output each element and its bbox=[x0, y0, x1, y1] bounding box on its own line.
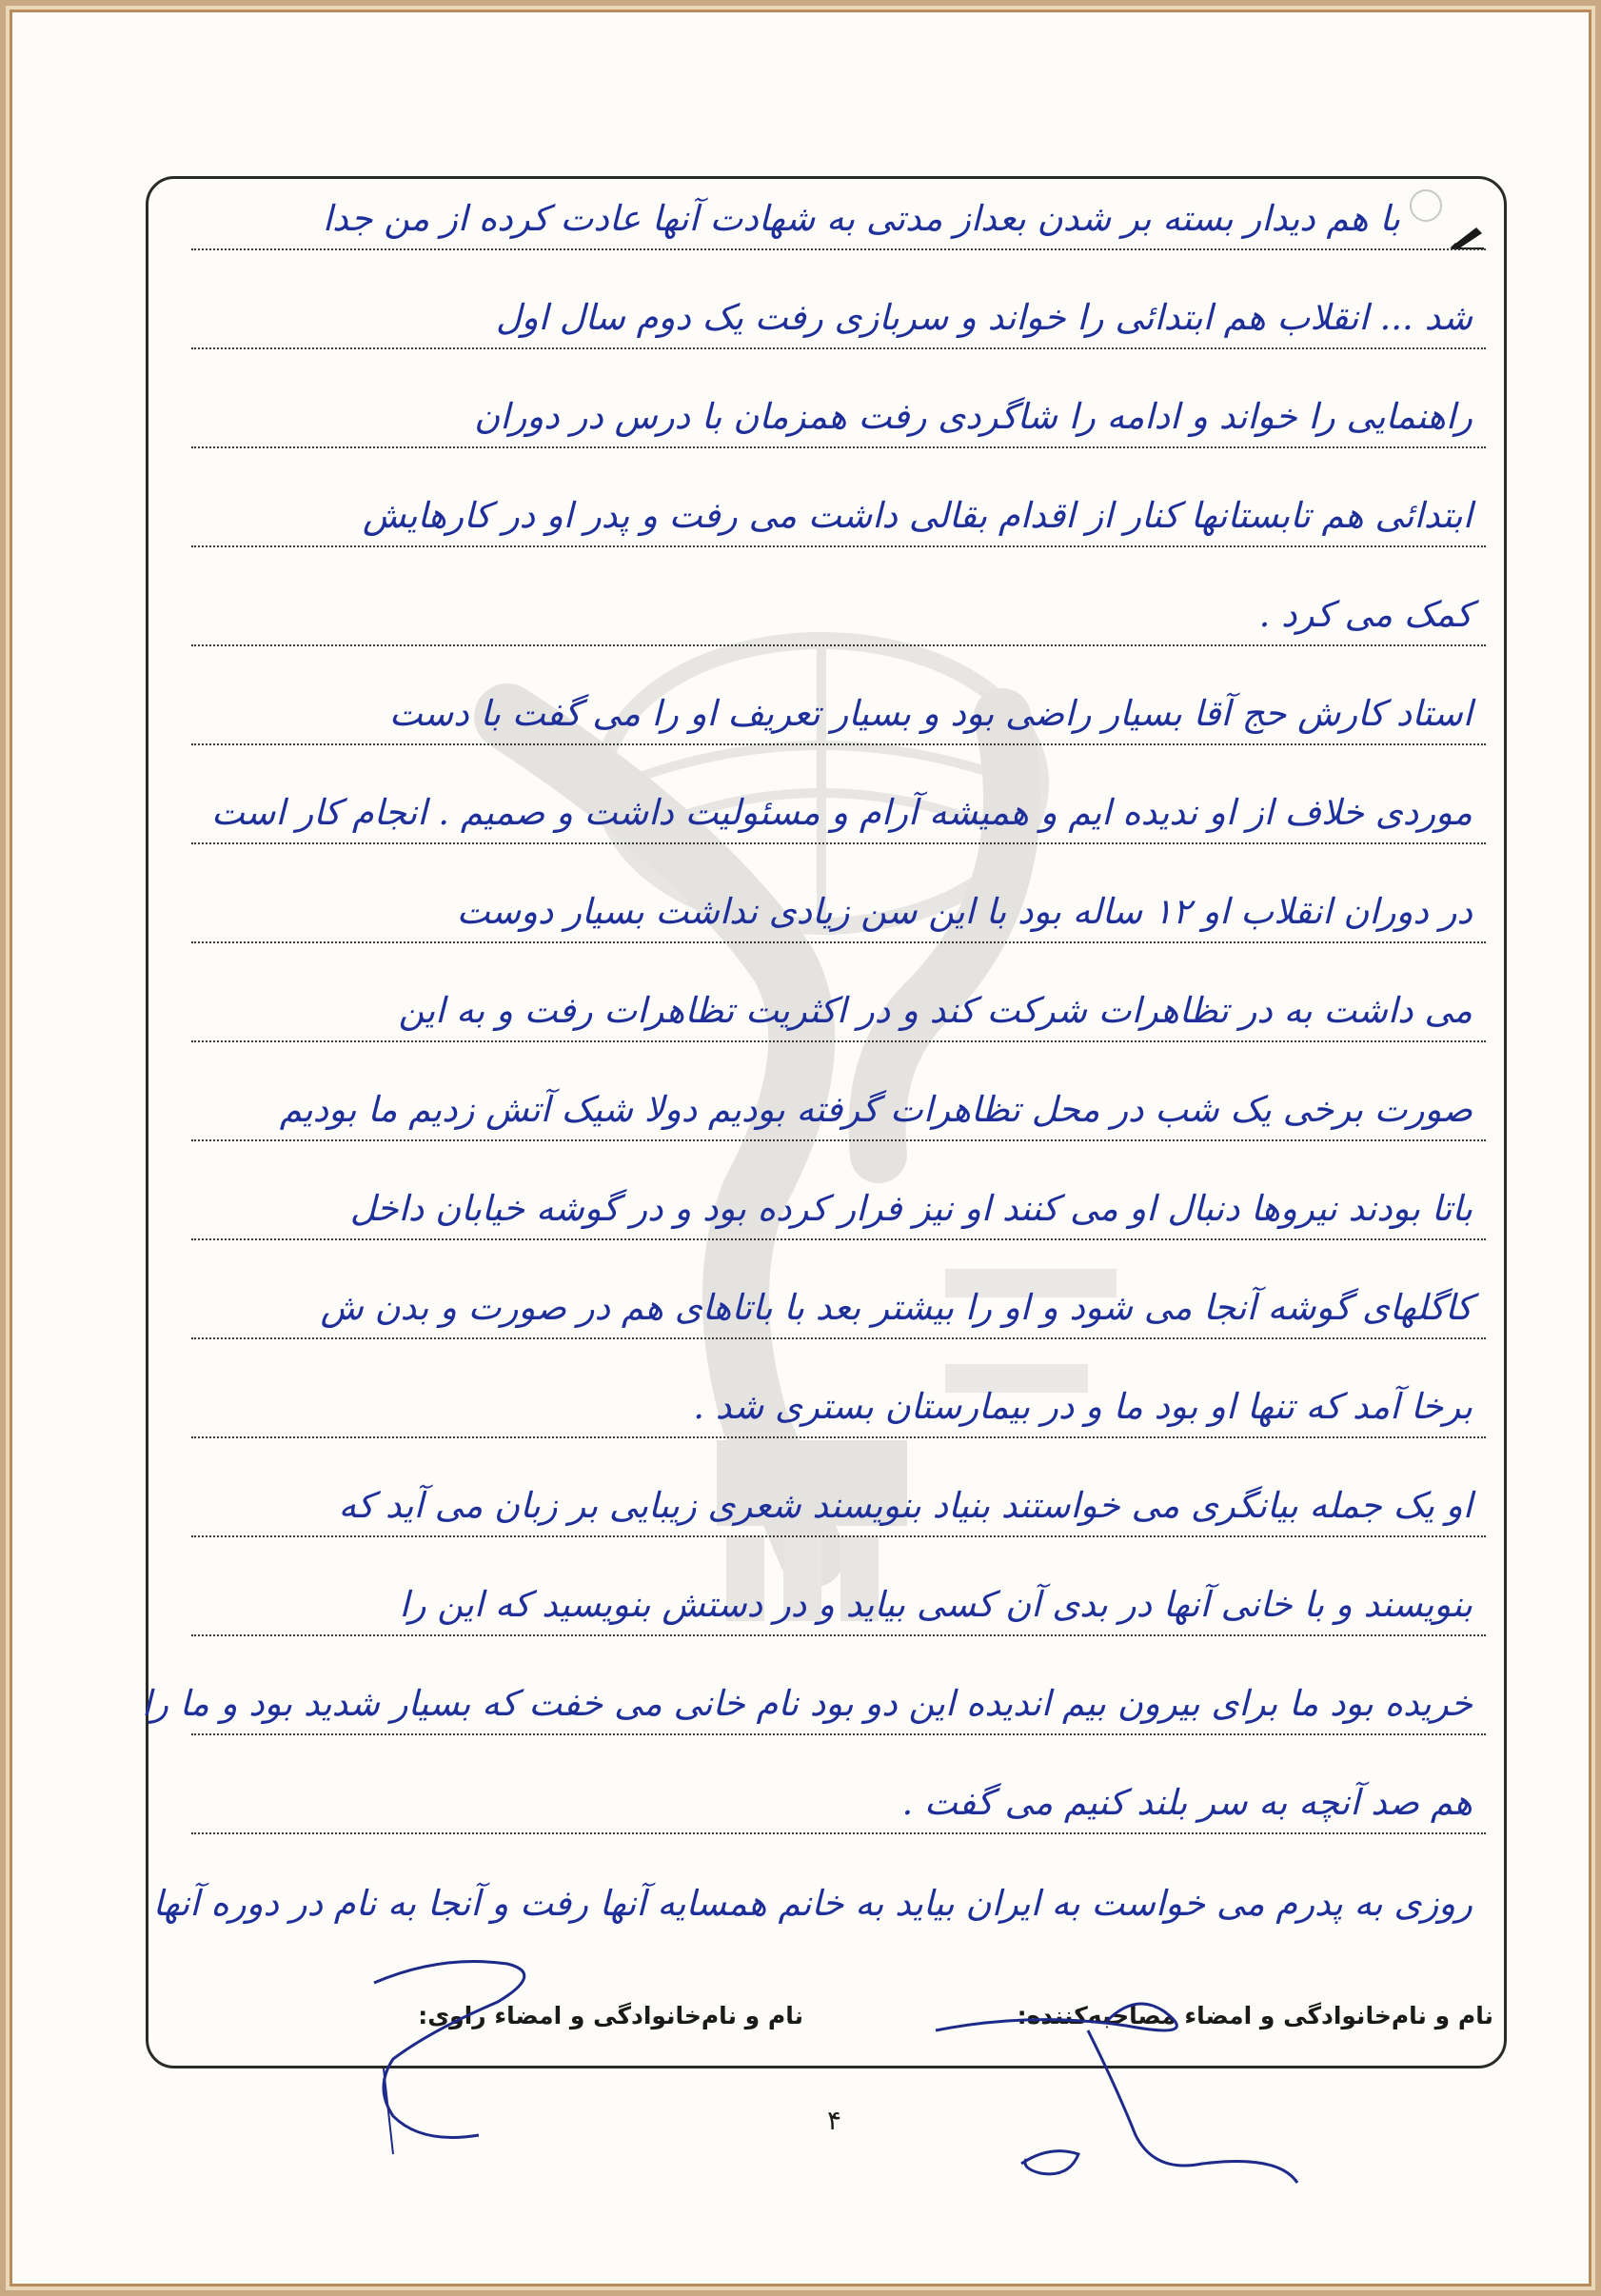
text-line bbox=[152, 1857, 1486, 1933]
text-line bbox=[191, 1065, 1486, 1141]
line-text: راهنمایی را خواند و ادامه را شاگردی رفت همزمان با درس در دوران bbox=[474, 396, 1473, 437]
line-text: صورت برخی یک شب در محل تظاهرات گرفته بودیم دولا شیک آتش زدیم ما بودیم bbox=[279, 1089, 1473, 1130]
narrator-signature-label: نام و نام‌خانوادگی و امضاء راوی: bbox=[418, 2002, 803, 2029]
line-text: استاد کارش حج آقا بسیار راضی بود و بسیار تعریف او را می گفت با دست bbox=[388, 693, 1473, 734]
text-line bbox=[191, 966, 1486, 1042]
line-text: کمک می کرد . bbox=[1258, 594, 1473, 635]
text-line bbox=[191, 273, 1486, 349]
text-line bbox=[191, 372, 1486, 448]
interviewer-signature-label: نام و نام‌خانوادگی و امضاء مصاحبه‌کننده: bbox=[1017, 2002, 1493, 2029]
line-text: خریده بود ما برای بیرون بیم اندیده این دو بود نام خانی می خفت که بسیار شدید بود و ما را bbox=[141, 1683, 1473, 1724]
line-text: برخا آمد که تنها او بود ما و در بیمارستان بستری شد . bbox=[693, 1386, 1473, 1427]
document-page bbox=[10, 10, 1591, 2286]
line-text: کاگلهای گوشه آنجا می شود و او را بیشتر بعد با باتاهای هم در صورت و بدن ش bbox=[320, 1287, 1473, 1328]
line-text: هم صد آنچه به سر بلند کنیم می گفت . bbox=[901, 1782, 1473, 1823]
line-text: موردی خلاف از او ندیده ایم و همیشه آرام و مسئولیت داشت و صمیم . انجام کار است bbox=[211, 792, 1473, 833]
text-line bbox=[191, 570, 1486, 646]
line-text: می داشت به در تظاهرات شرکت کند و در اکثریت تظاهرات رفت و به این bbox=[398, 990, 1473, 1031]
text-line bbox=[141, 1659, 1486, 1735]
line-text: باتا بودند نیروها دنبال او می کنند او نیز فرار کرده بود و در گوشه خیابان داخل bbox=[349, 1188, 1473, 1229]
line-text: شد ... انقلاب هم ابتدائی را خواند و سربازی رفت یک دوم سال اول bbox=[495, 297, 1473, 338]
line-text: با هم دیدار بسته بر شدن بعداز مدتی به شهادت آنها عادت کرده از من جدا bbox=[322, 198, 1400, 239]
text-line bbox=[191, 1164, 1486, 1240]
text-line bbox=[191, 1560, 1486, 1636]
text-line bbox=[191, 1758, 1486, 1834]
text-line bbox=[191, 471, 1486, 547]
text-line bbox=[191, 1362, 1486, 1438]
line-text: او یک جمله بیانگری می خواستند بنیاد بنویسند شعری زیبایی بر زبان می آید که bbox=[338, 1485, 1473, 1526]
text-line bbox=[191, 1263, 1486, 1339]
text-line bbox=[191, 174, 1486, 250]
text-line bbox=[191, 1461, 1486, 1537]
text-line bbox=[191, 669, 1486, 745]
line-text: بنویسند و با خانی آنها در بدی آن کسی بیاید و در دستش بنویسید که این را bbox=[399, 1584, 1473, 1625]
line-text: روزی به پدرم می خواست به ایران بیاید به خانم همسایه آنها رفت و آنجا به نام در دوره آنها bbox=[152, 1883, 1473, 1924]
text-line bbox=[191, 768, 1486, 844]
text-line bbox=[191, 867, 1486, 943]
line-text: ابتدائی هم تابستانها کنار از اقدام بقالی داشت می رفت و پدر او در کارهایش bbox=[363, 495, 1473, 536]
page-number: ۴ bbox=[827, 2105, 842, 2136]
line-text: در دوران انقلاب او ۱۲ ساله بود با این سن زیادی نداشت بسیار دوست bbox=[456, 891, 1473, 932]
